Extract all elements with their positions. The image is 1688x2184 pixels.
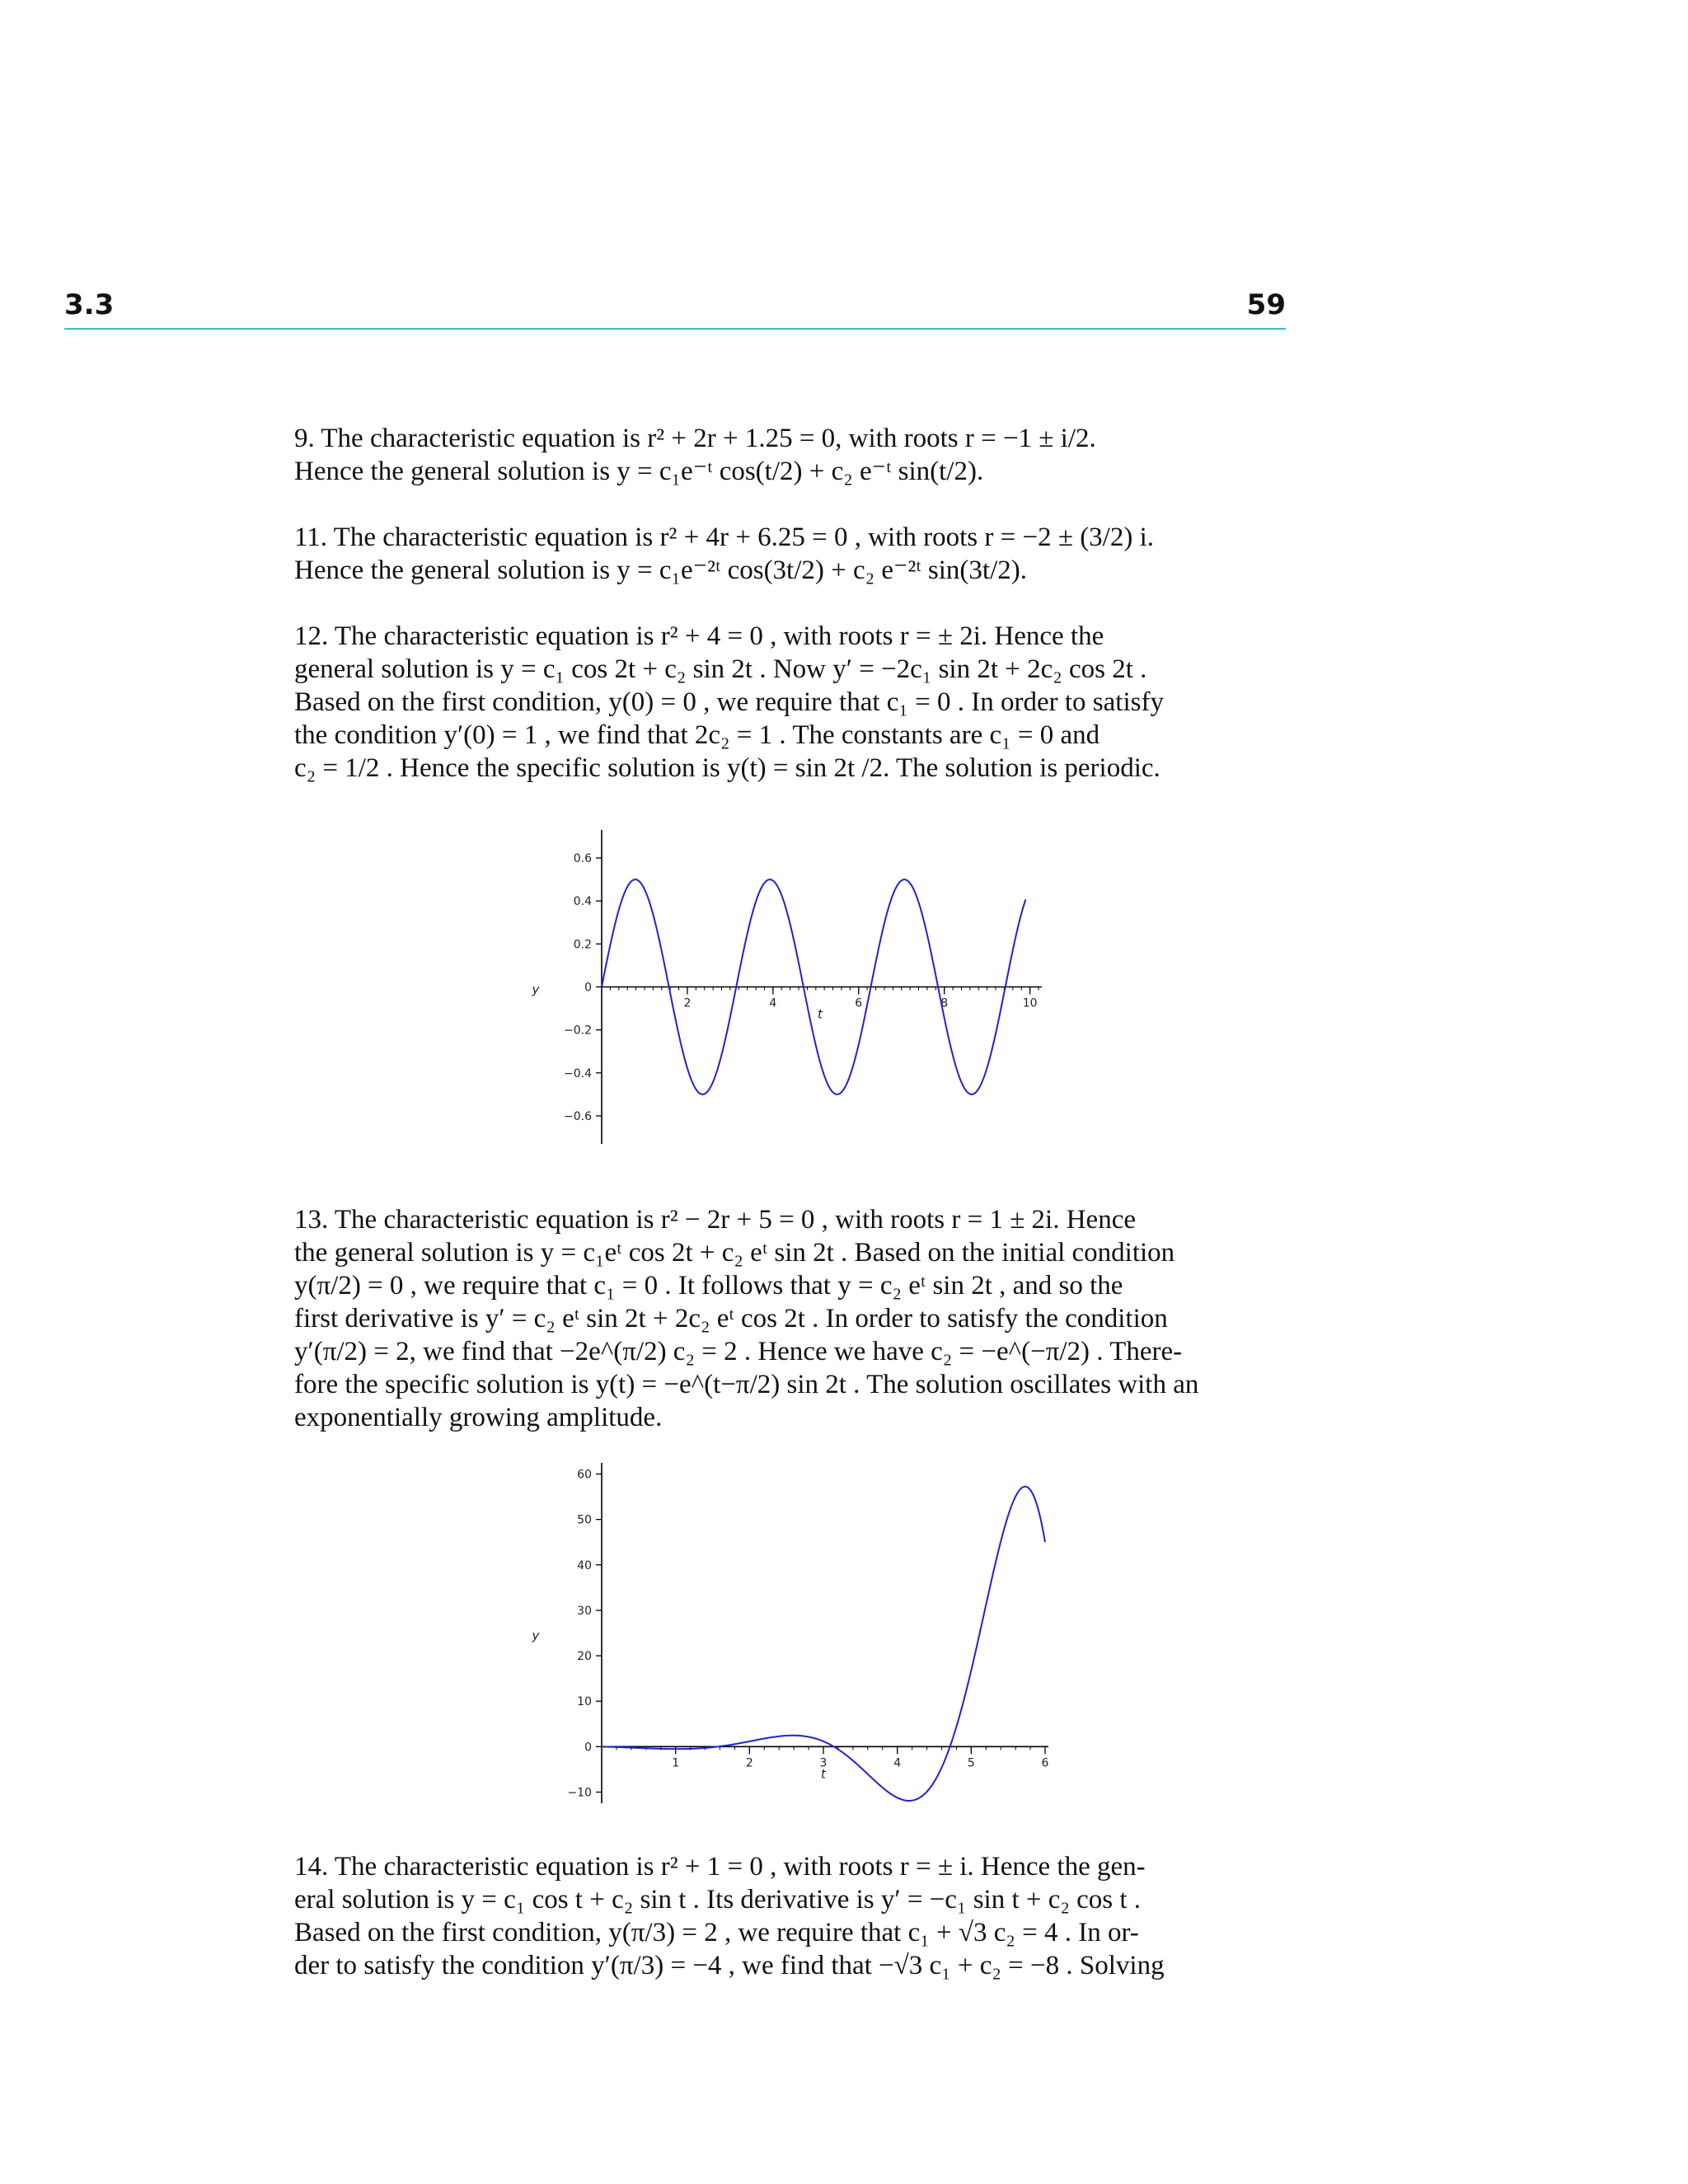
- text-line: general solution is y = c₁ cos 2t + c₂ sin 2t . Now y′ = −2c₁ sin 2t + 2c₂ cos 2t .: [294, 654, 1147, 684]
- text-line: Based on the first condition, y(π/3) = 2 , we require that c₁ + √3 c₂ = 4 . In or-: [294, 1918, 1139, 1947]
- text-line: der to satisfy the condition y′(π/3) = −4 , we find that −√3 c₁ + c₂ = −8 . Solving: [294, 1951, 1165, 1980]
- y-tick-label: 0: [584, 981, 592, 995]
- header-rule: [64, 328, 1286, 330]
- text-line: 12. The characteristic equation is r² + 4 = 0 , with roots r = ± 2i. Hence the: [294, 621, 1104, 651]
- solution-12: [294, 620, 1285, 785]
- x-tick-label: 10: [1022, 996, 1038, 1010]
- x-tick-label: 6: [855, 996, 863, 1010]
- y-tick-label: 60: [577, 1468, 592, 1482]
- y-tick-label: 0.4: [573, 895, 592, 909]
- x-tick-label: 5: [967, 1756, 975, 1770]
- text-line: Hence the general solution is y = c₁e⁻ᵗ cos(t/2) + c₂ e⁻ᵗ sin(t/2).: [294, 457, 984, 486]
- text-line: the condition y′(0) = 1 , we find that 2c₂ = 1 . The constants are c₁ = 0 and: [294, 720, 1100, 750]
- x-axis-label: t: [818, 1006, 823, 1022]
- text-line: the general solution is y = c₁eᵗ cos 2t + c₂ eᵗ sin 2t . Based on the initial condition: [294, 1238, 1175, 1268]
- solution-14: [294, 1850, 1285, 1982]
- y-axis-label: y: [532, 1628, 540, 1643]
- text-line: eral solution is y = c₁ cos t + c₂ sin t . Its derivative is y′ = −c₁ sin t + c₂ cos t .: [294, 1885, 1142, 1915]
- x-tick-label: 4: [769, 996, 777, 1010]
- text-line: y′(π/2) = 2, we find that −2e^(π/2) c₂ = 2 . Hence we have c₂ = −e^(−π/2) . There-: [294, 1337, 1183, 1366]
- plot-problem-13: [511, 1457, 1071, 1820]
- text-line: 9. The characteristic equation is r² + 2r + 1.25 = 0, with roots r = −1 ± i/2.: [294, 424, 1096, 453]
- y-tick-label: 10: [577, 1695, 592, 1709]
- text-line: Hence the general solution is y = c₁e⁻²ᵗ cos(3t/2) + c₂ e⁻²ᵗ sin(3t/2).: [294, 555, 1028, 585]
- y-tick-label: 0: [584, 1741, 592, 1755]
- solution-13: [294, 1203, 1285, 1434]
- x-tick-label: 2: [745, 1756, 753, 1770]
- x-tick-label: 4: [893, 1756, 902, 1770]
- y-tick-label: 30: [577, 1604, 592, 1618]
- y-tick-label: 40: [577, 1558, 592, 1572]
- text-line: first derivative is y′ = c₂ eᵗ sin 2t + 2c₂ eᵗ cos 2t . In order to satisfy the condition: [294, 1304, 1168, 1333]
- x-tick-label: 6: [1041, 1756, 1049, 1770]
- y-tick-label: 0.2: [573, 938, 592, 952]
- text-line: 14. The characteristic equation is r² + 1 = 0 , with roots r = ± i. Hence the gen-: [294, 1852, 1146, 1882]
- y-tick-label: −0.6: [564, 1109, 592, 1123]
- text-line: c₂ = 1/2 . Hence the specific solution is y(t) = sin 2t /2. The solution is periodic.: [294, 753, 1160, 783]
- x-tick-label: 8: [940, 996, 949, 1010]
- x-tick-label: 3: [819, 1756, 828, 1770]
- y-tick-label: 50: [577, 1513, 592, 1527]
- text-line: exponentially growing amplitude.: [294, 1403, 663, 1432]
- text-line: Based on the first condition, y(0) = 0 , we require that c₁ = 0 . In order to satisfy: [294, 687, 1164, 717]
- x-tick-label: 2: [683, 996, 692, 1010]
- y-tick-label: 0.6: [573, 852, 592, 866]
- solution-9: [294, 422, 1285, 488]
- y-tick-label: −0.4: [564, 1066, 592, 1080]
- x-axis-label: t: [821, 1766, 826, 1782]
- text-line: fore the specific solution is y(t) = −e^(t−π/2) sin 2t . The solution oscillates with an: [294, 1370, 1199, 1399]
- x-tick-label: 1: [672, 1756, 680, 1770]
- y-tick-label: 20: [577, 1650, 592, 1664]
- solution-11: [294, 521, 1285, 587]
- y-axis-label: y: [532, 982, 540, 997]
- text-line: y(π/2) = 0 , we require that c₁ = 0 . It follows that y = c₂ eᵗ sin 2t , and so the: [294, 1271, 1123, 1301]
- plot-problem-12: [511, 804, 1071, 1166]
- y-tick-label: −0.2: [564, 1024, 592, 1038]
- page-number: 59: [1246, 288, 1286, 321]
- y-tick-label: −10: [567, 1786, 592, 1800]
- text-line: 13. The characteristic equation is r² − 2r + 5 = 0 , with roots r = 1 ± 2i. Hence: [294, 1205, 1137, 1235]
- running-header: [64, 288, 1286, 330]
- section-number: 3.3: [64, 288, 115, 321]
- text-line: 11. The characteristic equation is r² + 4r + 6.25 = 0 , with roots r = −2 ± (3/2) i.: [294, 523, 1155, 552]
